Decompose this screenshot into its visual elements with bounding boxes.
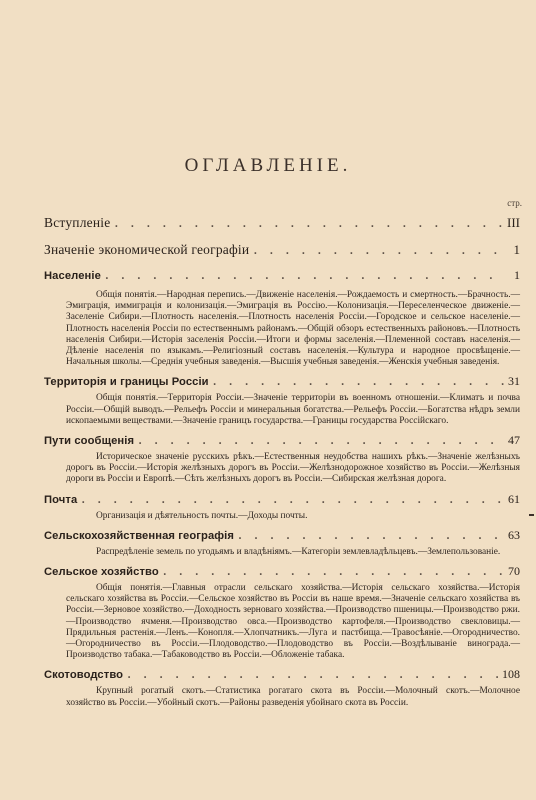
toc-page-number: 1 — [514, 268, 520, 282]
dot-leader — [138, 431, 504, 449]
toc-entry-agricultural-geography[interactable] — [44, 526, 520, 544]
toc-entry-description: Распредѣленіе земель по угодьямъ и владѣніямъ.—Категоріи землевладѣльцевъ.—Землепользованіе. — [96, 546, 501, 557]
toc-entry-title: Территорія и границы Россіи — [44, 376, 209, 389]
toc-page-number: III — [507, 215, 520, 230]
dot-leader — [238, 526, 504, 544]
toc-entry-territory[interactable] — [44, 372, 520, 390]
dot-leader — [127, 665, 498, 683]
toc-page-number: 1 — [513, 242, 520, 257]
dot-leader — [81, 490, 504, 508]
toc-page-number: 31 — [508, 374, 520, 389]
toc-entry-economic-geography[interactable] — [44, 241, 520, 259]
toc-page-number: 47 — [508, 433, 520, 448]
toc-entry-description: Историческое значеніе русскихъ рѣкъ.—Естественныя неудобства нашихъ рѣкъ.—Значеніе желѣзныхъ дорогъ въ Россіи.—Исторія желѣзныхъ дорогъ въ Россіи.—Желѣзнодорожное хозяйство въ Россіи.—Желѣзныя дороги въ Россіи и Европѣ.—Сѣть желѣзныхъ дорогъ въ Россіи.—Сибирская желѣзная дорога. — [66, 452, 520, 485]
page-title: ОГЛАВЛЕНІЕ. — [184, 155, 352, 176]
toc-entry-introduction[interactable] — [44, 214, 520, 232]
toc-entry-description: Крупный рогатый скотъ.—Статистика рогатаго скота въ Россіи.—Молочный скотъ.—Молочное хозяйство въ Россіи.—Убойный скотъ.—Районы разведенія убойнаго скота въ Россіи. — [66, 686, 520, 708]
toc-entry-title: Сельскохозяйственная географія — [44, 529, 234, 542]
toc-entry-description: Общія понятія.—Главныя отрасли сельскаго хозяйства.—Исторія сельскаго хозяйства.—Исторія сельскаго хозяйства въ Россіи.—Сельское хозяйство въ Россіи въ наше время.—Значеніе сельскаго хозяйства въ Россіи.—Зерновое хозяйство.—Доходность зерноваго хозяйства.—Производство пшеницы.—Производство ржи.—Производство ячменя.—Производство овса.—Производство картофеля.—Производство свекловицы.—Прядильныя растенія.—Ленъ.—Конопля.—Хлопчатникъ.—Луга и пастбища.—Травосѣяніе.—Огородничество.—Огородничество въ Россіи.—Плодоводство.—Плодоводство въ Россіи.—Воздѣлываніе винограда.—Производство табака.—Табаководство въ Россіи.—Обложеніе табака. — [66, 583, 520, 661]
toc-entry-description: Общія понятія.—Народная перепись.—Движеніе населенія.—Рождаемость и смертность.—Брачность.—Эмиграція, иммиграція и колонизація.—Эмиграція въ Россію.—Колонизація.—Переселенческое движеніе.—Заселеніе Сибири.—Плотность населенія.—Плотность населенія Россіи.—Городское и сельское населеніе.—Плотность населенія Россіи по естественнымъ районамъ.—Общій обзоръ естественныхъ районовъ.—Плотность населенія Сибири.—Исторія заселенія Россіи.—Итоги и формы заселенія.—Племенной составъ населенія.—Дѣленіе населенія по языкамъ.—Религіозный составъ населенія.—Культура и народное просвѣщеніе.—Начальныя школы.—Среднія учебныя заведенія.—Высшія учебныя заведенія.—Женскія учебныя заведенія. — [66, 290, 520, 368]
toc-entry-description: Организація и дѣятельность почты.—Доходы почты. — [96, 510, 308, 521]
toc-entry-title: Сельское хозяйство — [44, 566, 159, 579]
dot-leader — [253, 241, 504, 259]
toc-entry-communications[interactable] — [44, 431, 520, 449]
toc-entry-post[interactable] — [44, 490, 520, 508]
page-column-label: стр. — [507, 198, 522, 208]
toc-entry-title: Значеніе экономической географіи — [44, 242, 250, 257]
toc-page-number: 61 — [508, 491, 520, 506]
toc-entry-agriculture[interactable] — [44, 562, 520, 580]
toc-page-number: 108 — [502, 667, 520, 682]
margin-mark — [529, 514, 534, 516]
toc-entry-title: Пути сообщенія — [44, 435, 135, 448]
dot-leader — [213, 372, 504, 390]
toc-entry-description: Общія понятія.—Территорія Россіи.—Значеніе территоріи въ военномъ отношеніи.—Климатъ и почва Россіи.—Общій выводъ.—Рельефъ Россіи и минеральныя богатства.—Рельефъ Россіи.—Богатства нѣдръ земли ископаемыми веществами.—Значеніе границъ государства.—Границы государства Россійскаго. — [66, 393, 520, 426]
toc-entry-livestock[interactable] — [44, 665, 520, 683]
toc-entry-title: Вступленіе — [44, 215, 111, 230]
toc-page-number: 63 — [508, 527, 520, 542]
table-of-contents — [44, 214, 520, 709]
toc-entry-title: Населеніе — [44, 270, 101, 282]
toc-entry-title: Почта — [44, 493, 78, 506]
toc-page-number: 70 — [508, 564, 520, 579]
dot-leader — [114, 214, 503, 232]
toc-entry-title: Скотоводство — [44, 669, 124, 682]
dot-leader — [105, 266, 504, 284]
toc-entry-population[interactable] — [44, 266, 520, 284]
dot-leader — [163, 562, 504, 580]
